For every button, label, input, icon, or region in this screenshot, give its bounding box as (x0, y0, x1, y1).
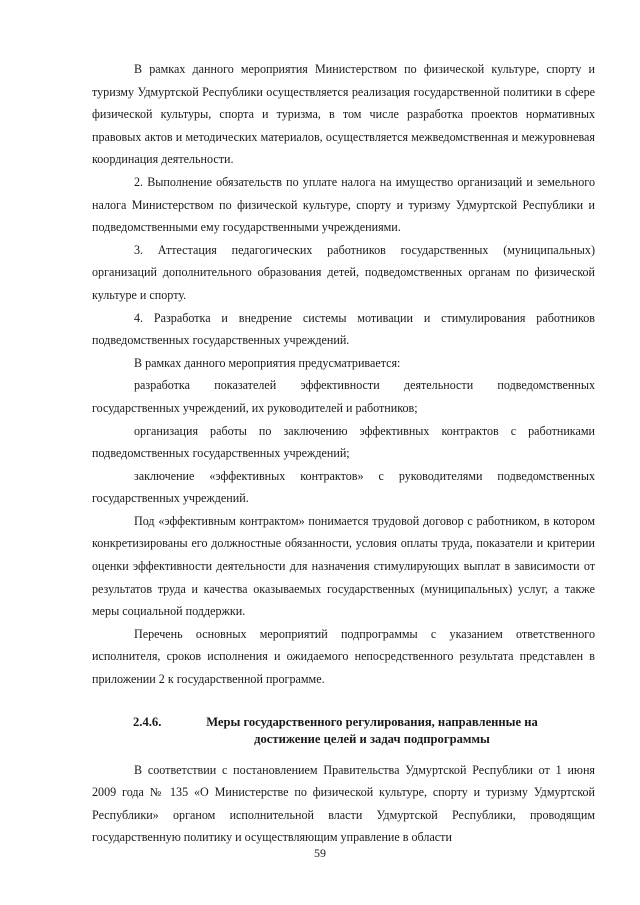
paragraph: 4. Разработка и внедрение системы мотивации и стимулирования работников подведомственных государственных учреждений. (92, 310, 595, 348)
section-title: Меры государственного регулирования, направленные на достижение целей и задач подпрограммы (206, 714, 538, 747)
paragraph: Под «эффективным контрактом» понимается трудовой договор с работником, в котором конкретизированы его должностные обязанности, условия оплаты труда, показатели и критерии оценки эффективности деятельности для назначения стимулирующих выплат в зависимости от результатов труда и качества оказываемых государственных (муниципальных) услуг, а также меры социальной поддержки. (92, 513, 595, 619)
paragraph: Перечень основных мероприятий подпрограммы с указанием ответственного исполнителя, сроков исполнения и ожидаемого непосредственного результата представлен в приложении 2 к государственной программе. (92, 626, 595, 687)
list-item: разработка показателей эффективности деятельности подведомственных государственных учреждений, их руководителей и работников; (92, 378, 595, 415)
paragraph: В рамках данного мероприятия предусматривается: (134, 355, 401, 370)
paragraph: В соответствии с постановлением Правительства Удмуртской Республики от 1 июня 2009 года № 135 «О Министерстве по физической культуре, спорту и туризму Удмуртской Республики» органом исполнительной власти Удмуртской Республики, проводящим государственную политику и осуществляющим управление в области (92, 762, 595, 845)
list-item: организация работы по заключению эффективных контрактов с работниками подведомственных государственных учреждений; (92, 423, 595, 461)
list-item: заключение «эффективных контрактов» с руководителями подведомственных государственных учреждений. (92, 468, 595, 506)
paragraph: 2. Выполнение обязательств по уплате налога на имущество организаций и земельного налога Министерством по физической культуре, спорту и туризму Удмуртской Республики и подведомственными ему государственными учреждениями. (92, 174, 595, 235)
page-number: 59 (314, 846, 326, 860)
section-heading (92, 714, 595, 749)
paragraph: В рамках данного мероприятия Министерством по физической культуре, спорту и туризму Удмуртской Республики осуществляется реализация государственной политики в сфере физической культуры, спорта и туризма, в том числе разработка проектов нормативных правовых актов и методических материалов, осуществляется межведомственная и межуровневая координация деятельности. (92, 62, 595, 167)
document-page (92, 58, 595, 849)
section-number: 2.4.6. (133, 714, 162, 729)
paragraph: 3. Аттестация педагогических работников государственных (муниципальных) организаций дополнительного образования детей, подведомственных органам по физической культуре и спорту. (92, 242, 595, 302)
